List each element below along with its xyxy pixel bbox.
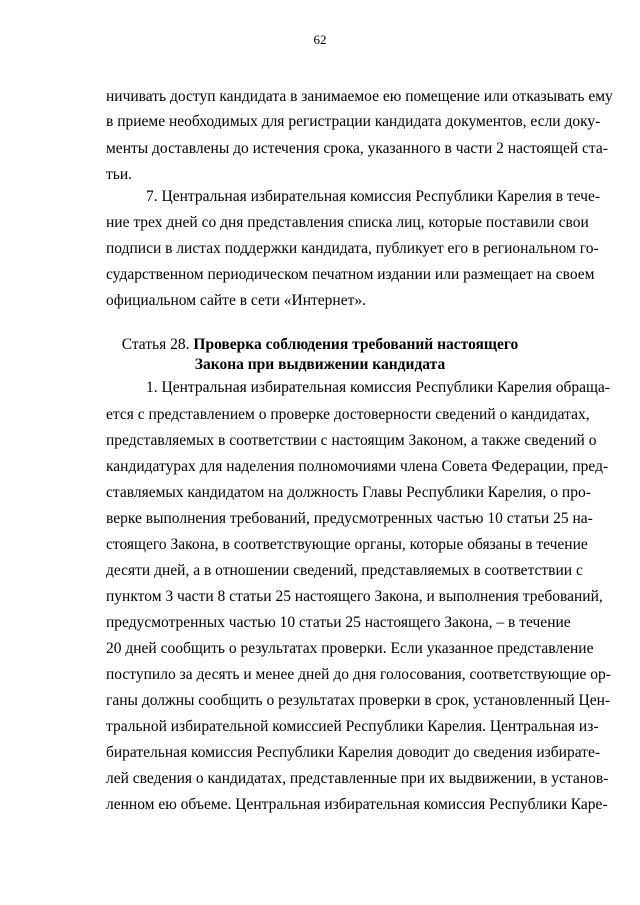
text-line: тьи. (106, 166, 133, 183)
text-line: предусмотренных частью 10 статьи 25 настоящего Закона, – в течение (106, 614, 571, 631)
text-line: 20 дней сообщить о результатах проверки. Если указанное представление (106, 640, 594, 657)
text-line: ничивать доступ кандидата в занимаемое ею помещение или отказывать ему (106, 88, 613, 105)
text-line: ставляемых кандидатом на должность Главы Республики Карелия, о про- (106, 484, 591, 501)
text-line: пунктом 3 части 8 статьи 25 настоящего Закона, и выполнения требований, (106, 588, 603, 605)
text-line: подписи в листах поддержки кандидата, публикует его в региональном го- (106, 240, 599, 257)
article-heading-line1 (0, 336, 640, 354)
text-line: менты доставлены до истечения срока, указанного в части 2 настоящей ста- (106, 140, 608, 157)
text-line: сударственном периодическом печатном издании или размещает на своем (106, 266, 595, 283)
text-line: верке выполнения требований, предусмотренных частью 10 статьи 25 на- (106, 510, 593, 527)
page-number: 62 (313, 32, 327, 47)
text-line: тральной избирательной комиссией Республики Карелия. Центральная из- (106, 718, 599, 735)
text-line: бирательная комиссия Республики Карелия доводит до сведения избирате- (106, 744, 600, 761)
text-line: ние трех дней со дня представления списка лиц, которые поставили свои (106, 214, 589, 231)
text-line: 7. Центральная избирательная комиссия Республики Карелия в тече- (146, 188, 601, 205)
text-line: официальном сайте в сети «Интернет». (106, 292, 367, 309)
text-line: десяти дней, а в отношении сведений, представляемых в соответствии с (106, 562, 583, 579)
text-line: стоящего Закона, в соответствующие органы, которые обязаны в течение (106, 536, 588, 553)
text-line: ганы должны сообщить о результатах проверки в срок, установленный Цен- (106, 692, 611, 709)
text-line: ленном ею объеме. Центральная избирательная комиссия Республики Каре- (106, 796, 608, 813)
text-line: поступило за десять и менее дней до дня голосования, соответствующие ор- (106, 666, 611, 683)
article-prefix: Статья 28. (121, 336, 194, 353)
text-line: лей сведения о кандидатах, представленные при их выдвижении, в установ- (106, 770, 609, 787)
article-title-line2: Закона при выдвижении кандидата (194, 356, 446, 373)
article-title-line1: Проверка соблюдения требований настоящего (193, 336, 519, 353)
text-line: в приеме необходимых для регистрации кандидата документов, если доку- (106, 113, 601, 130)
text-line: ется с представлением о проверке достоверности сведений о кандидатах, (106, 406, 590, 423)
text-line: кандидатурах для наделения полномочиями члена Совета Федерации, пред- (106, 458, 609, 475)
text-line: представляемых в соответствии с настоящим Законом, а также сведений о (106, 432, 597, 449)
article-heading-line2 (0, 356, 640, 374)
text-line: 1. Центральная избирательная комиссия Республики Карелия обраща- (146, 379, 610, 396)
